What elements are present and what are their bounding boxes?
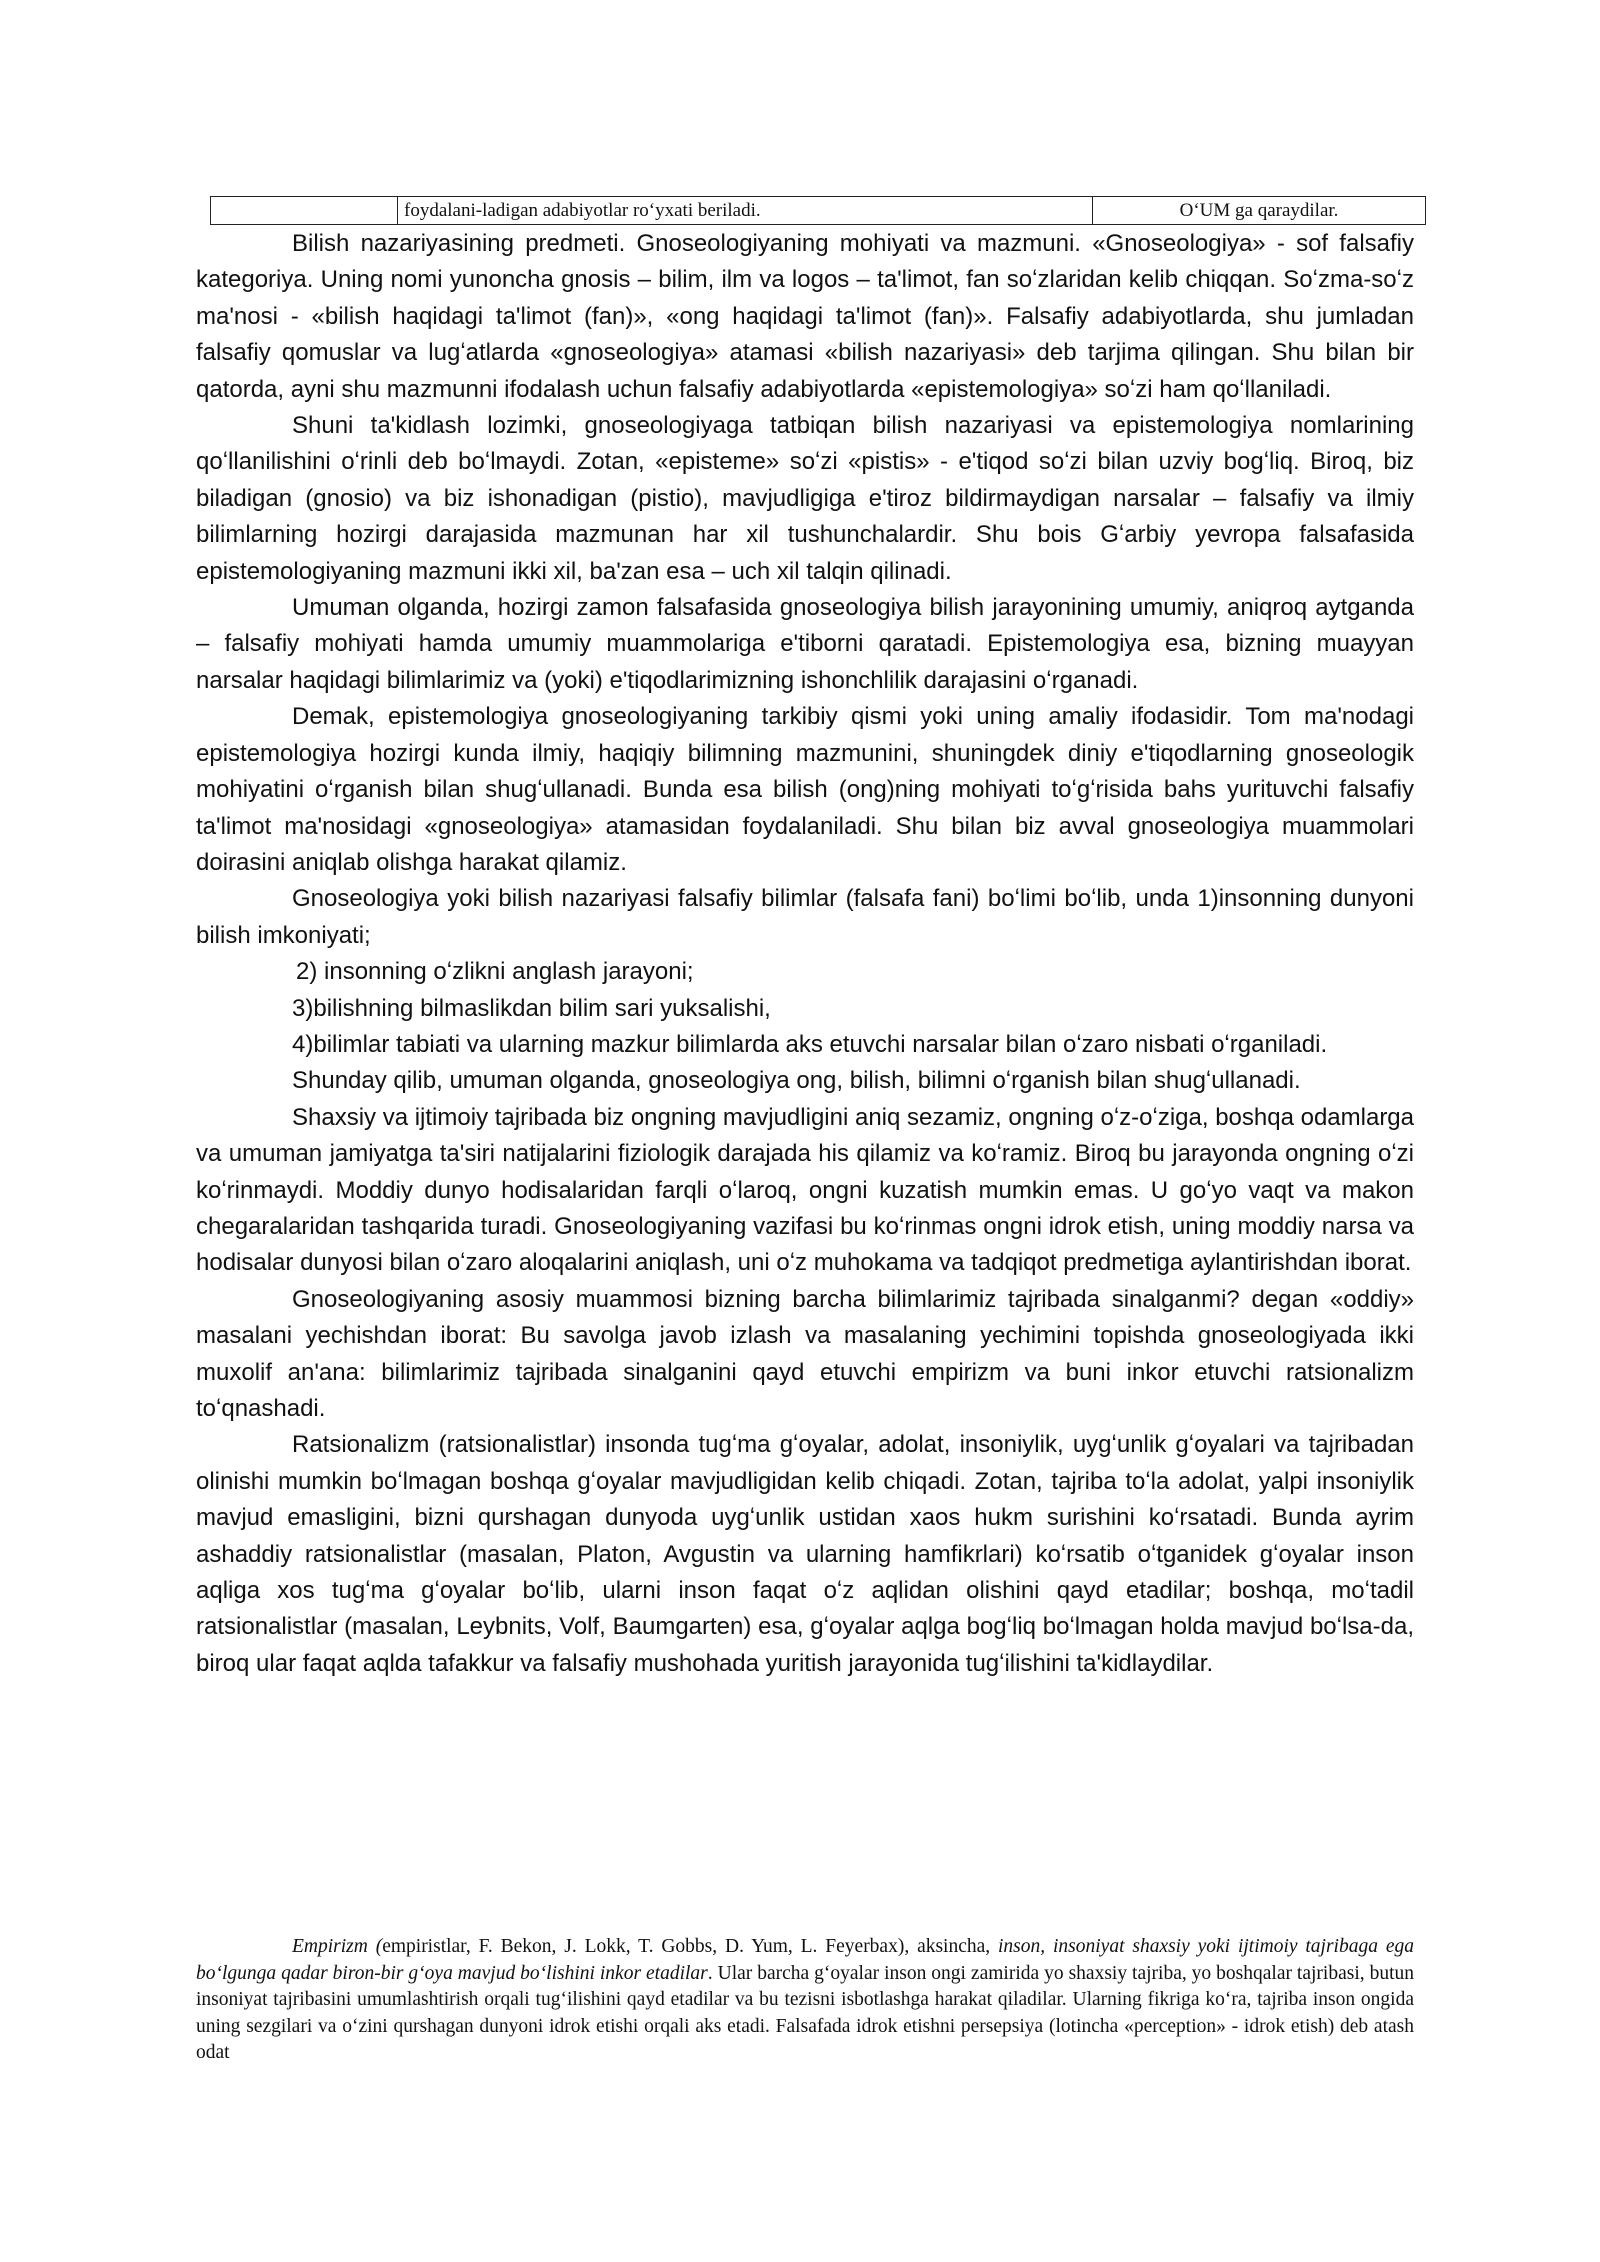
- paragraph: [196, 1934, 1414, 2067]
- table-cell-references: foydalani-ladigan adabiyotlar roʻyxati beriladi.: [398, 197, 1093, 225]
- paragraph: Bilish nazariyasining predmeti. Gnoseologiyaning mohiyati va mazmuni. «Gnoseologiya» - sof falsafiy kategoriya. Uning nomi yunoncha gnosis – bilim, ilm va logos – ta'limot, fan soʻzlaridan kelib chiqqan. Soʻzma-soʻz ma'nosi - «bilish haqidagi ta'limot (fan)», «ong haqidagi ta'limot (fan)». Falsafiy adabiyotlarda, shu jumladan falsafiy qomuslar va lugʻatlarda «gnoseologiya» atamasi «bilish nazariyasi» deb tarjima qilingan. Shu bilan bir qatorda, ayni shu mazmunni ifodalash uchun falsafiy adabiyotlarda «epistemologiya» soʻzi ham qoʻllaniladi.: [196, 230, 1414, 403]
- paragraph: Shuni ta'kidlash lozimki, gnoseologiyaga tatbiqan bilish nazariyasi va epistemologiya nomlarining qoʻllanilishini oʻrinli deb boʻlmaydi. Zotan, «episteme» soʻzi «pistis» - e'tiqod soʻzi bilan uzviy bogʻliq. Biroq, biz biladigan (gnosio) va biz ishonadigan (pistio), mavjudligiga e'tiroz bildirmaydigan narsalar – falsafiy va ilmiy bilimlarning hozirgi darajasida mazmunan har xil tushunchalardir. Shu bois Gʻarbiy yevropa falsafasida epistemologiyaning mazmuni ikki xil, ba'zan esa – uch xil talqin qilinadi.: [196, 412, 1414, 585]
- paragraph: Demak, epistemologiya gnoseologiyaning tarkibiy qismi yoki uning amaliy ifodasidir. Tom ma'nodagi epistemologiya hozirgi kunda ilmiy, haqiqiy bilimning mazmunini, shuningdek diniy e'tiqodlarning gnoseologik mohiyatini oʻrganish bilan shugʻullanadi. Bunda esa bilish (ong)ning mohiyati toʻgʻrisida bahs yurituvchi falsafiy ta'limot ma'nosidagi «gnoseologiya» atamasidan foydalaniladi. Shu bilan biz avval gnoseologiya muammolari doirasini aniqlab olishga harakat qilamiz.: [196, 703, 1414, 876]
- paragraph: Shaxsiy va ijtimoiy tajribada biz ongning mavjudligini aniq sezamiz, ongning oʻz-oʻziga, boshqa odamlarga va umuman jamiyatga ta'siri natijalarini fiziologik darajada his qilamiz va koʻramiz. Biroq bu jarayonda ongning oʻzi koʻrinmaydi. Moddiy dunyo hodisalaridan farqli oʻlaroq, ongni kuzatish mumkin emas. U goʻyo vaqt va makon chegaralaridan tashqarida turadi. Gnoseologiyaning vazifasi bu koʻrinmas ongni idrok etish, uning moddiy narsa va hodisalar dunyosi bilan oʻzaro aloqalarini aniqlash, uni oʻz muhokama va tadqiqot predmetiga aylantirishdan iborat.: [196, 1103, 1414, 1277]
- plain-text: . Ular barcha gʻoyalar inson ongi zamirida yo shaxsiy tajriba, yo boshqalar tajribasi, butun insoniyat tajribasini umumlashtirish orqali tugʻilishini qayd etadilar va bu tezisni isbotlashga harakat qiladilar. Ularning fikriga koʻra, tajriba inson ongida uning sezgilari va oʻzini qurshagan dunyoni idrok etishi orqali aks etadi. Falsafada idrok etishni persepsiya (lotincha «perception» - idrok etish) deb atash odat: [196, 1962, 1415, 2063]
- list-item: 2) insonning oʻzlikni anglash jarayoni;: [296, 958, 694, 986]
- list-item: 3)bilishning bilmaslikdan bilim sari yuksalishi,: [292, 994, 771, 1022]
- paragraph: Gnoseologiya yoki bilish nazariyasi falsafiy bilimlar (falsafa fani) boʻlimi boʻlib, unda 1)insonning dunyoni bilish imkoniyati;: [196, 885, 1414, 949]
- paragraph: Umuman olganda, hozirgi zamon falsafasida gnoseologiya bilish jarayonining umumiy, aniqroq aytganda – falsafiy mohiyati hamda umumiy muammolariga e'tiborni qaratadi. Epistemologiya esa, bizning muayyan narsalar haqidagi bilimlarimiz va (yoki) e'tiqodlarimizning ishonchlilik darajasini oʻrganadi.: [196, 594, 1414, 694]
- table-cell-oum: OʻUM ga qaraydilar.: [1093, 197, 1426, 225]
- paragraph: Shunday qilib, umuman olganda, gnoseologiya ong, bilish, bilimni oʻrganish bilan shugʻullanadi.: [292, 1067, 1301, 1095]
- plain-text: empiristlar, F. Bekon, J. Lokk, T. Gobbs, D. Yum, L. Feyerbax), aksincha,: [382, 1936, 999, 1957]
- table-row: [211, 197, 1426, 225]
- table-cell-empty: [211, 197, 398, 225]
- paragraph: Ratsionalizm (ratsionalistlar) insonda tugʻma gʻoyalar, adolat, insoniylik, uygʻunlik gʻoyalari va tajribadan olinishi mumkin boʻlmagan boshqa gʻoyalar mavjudligidan kelib chiqadi. Zotan, tajriba toʻla adolat, yalpi insoniylik mavjud emasligini, bizni qurshagan dunyoda uygʻunlik ustidan xaos hukm surishini koʻrsatadi. Bunda ayrim ashaddiy ratsionalistlar (masalan, Platon, Avgustin va ularning hamfikrlari) koʻrsatib oʻtganidek gʻoyalar inson aqliga xos tugʻma gʻoyalar boʻlib, ularni inson faqat oʻz aqlidan olishini qayd etadilar; boshqa, moʻtadil ratsionalistlar (masalan, Leybnits, Volf, Baumgarten) esa, gʻoyalar aqlga bogʻliq boʻlmagan holda mavjud boʻlsa-da, biroq ular faqat aqlda tafakkur va falsafiy mushohada yuritish jarayonida tugʻilishini ta'kidlaydilar.: [196, 1431, 1414, 1677]
- paragraph: Gnoseologiyaning asosiy muammosi bizning barcha bilimlarimiz tajribada sinalganmi? degan «oddiy» masalani yechishdan iborat: Bu savolga javob izlash va masalaning yechimini topishda gnoseologiyada ikki muxolif an'ana: bilimlarimiz tajribada sinalganini qayd etuvchi empirizm va buni inkor etuvchi ratsionalizm toʻqnashadi.: [196, 1285, 1414, 1422]
- empirism-paragraph: [196, 1934, 1414, 2067]
- list-item: 4)bilimlar tabiati va ularning mazkur bilimlarda aks etuvchi narsalar bilan oʻzaro nisbati oʻrganiladi.: [292, 1030, 1328, 1058]
- body-text: [196, 226, 1414, 1682]
- header-table: [210, 196, 1426, 225]
- italic-text: Empirizm (: [292, 1936, 383, 1957]
- italic-text: inson, insoniyat shaxsiy yoki ijtimoiy tajribaga ega boʻlgunga qadar biron-bir gʻoya mavjud boʻlishini inkor etadilar: [196, 1936, 1414, 1984]
